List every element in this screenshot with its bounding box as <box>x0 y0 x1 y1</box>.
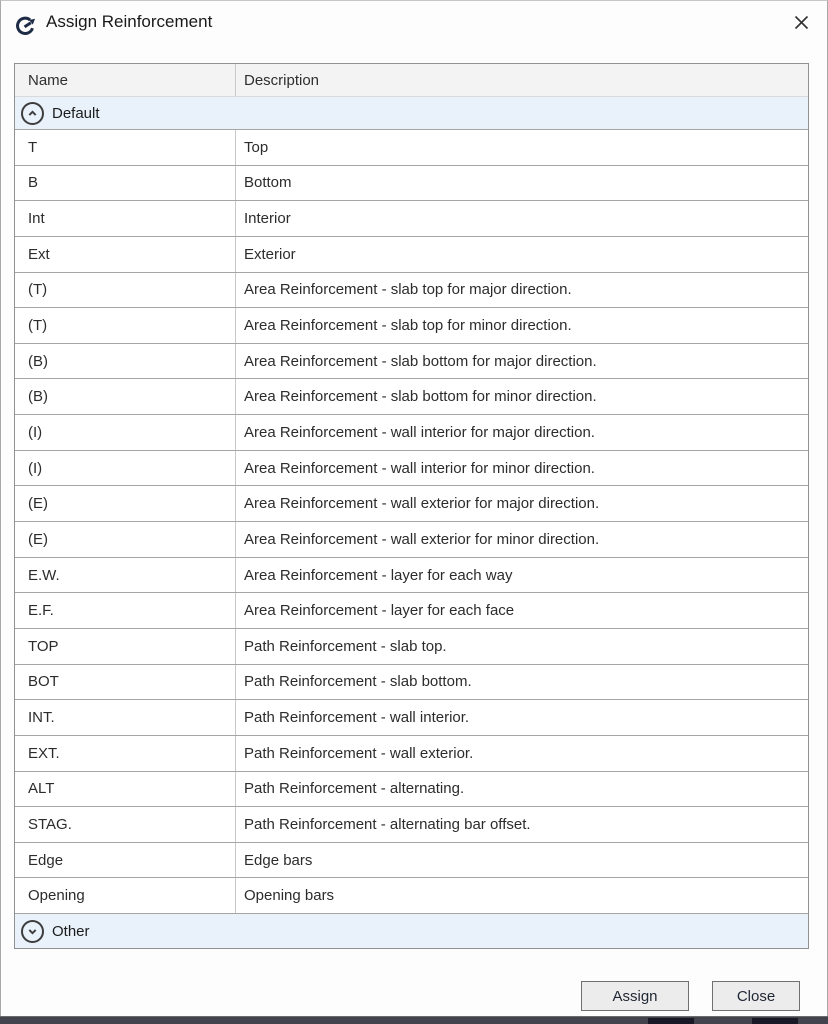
name-cell[interactable]: Ext <box>15 237 236 272</box>
name-cell[interactable]: Edge <box>15 843 236 878</box>
table-row[interactable] <box>15 772 808 808</box>
name-cell[interactable]: Int <box>15 201 236 236</box>
name-cell[interactable]: (I) <box>15 415 236 450</box>
description-cell[interactable]: Area Reinforcement - layer for each way <box>244 566 513 584</box>
background-behind-dialog <box>0 1016 828 1024</box>
description-cell[interactable]: Path Reinforcement - wall exterior. <box>244 744 474 762</box>
description-cell[interactable]: Path Reinforcement - alternating bar offset. <box>244 815 531 833</box>
name-cell[interactable]: TOP <box>15 629 236 664</box>
description-cell[interactable]: Area Reinforcement - layer for each face <box>244 602 515 620</box>
description-cell[interactable]: Edge bars <box>244 851 313 869</box>
description-cell[interactable]: Top <box>244 138 269 156</box>
group-row-default[interactable] <box>15 97 808 130</box>
table-row[interactable] <box>15 273 808 309</box>
description-cell[interactable]: Path Reinforcement - wall interior. <box>244 709 470 727</box>
description-cell[interactable]: Interior <box>244 210 291 228</box>
name-cell[interactable]: (I) <box>15 451 236 486</box>
table-row[interactable] <box>15 558 808 594</box>
collapse-icon[interactable] <box>21 102 44 125</box>
dialog-title: Assign Reinforcement <box>46 12 213 31</box>
table-row[interactable] <box>15 415 808 451</box>
table-row[interactable] <box>15 665 808 701</box>
table-row[interactable] <box>15 629 808 665</box>
column-header-description[interactable]: Description <box>244 71 320 89</box>
group-label: Default <box>52 104 100 122</box>
description-cell[interactable]: Path Reinforcement - slab top. <box>244 637 447 655</box>
description-cell[interactable]: Path Reinforcement - slab bottom. <box>244 673 472 691</box>
name-cell[interactable]: (E) <box>15 522 236 557</box>
table-row[interactable] <box>15 878 808 914</box>
table-row[interactable] <box>15 344 808 380</box>
footer-button-bar <box>581 981 800 1011</box>
table-row[interactable] <box>15 843 808 879</box>
group-label: Other <box>52 922 90 940</box>
description-cell[interactable]: Area Reinforcement - slab bottom for major direction. <box>244 352 597 370</box>
close-button[interactable]: Close <box>712 981 800 1011</box>
name-cell[interactable]: EXT. <box>15 736 236 771</box>
description-cell[interactable]: Path Reinforcement - alternating. <box>244 780 465 798</box>
close-icon <box>794 15 809 30</box>
name-cell[interactable]: STAG. <box>15 807 236 842</box>
assign-button[interactable]: Assign <box>581 981 689 1011</box>
name-cell[interactable]: ALT <box>15 772 236 807</box>
name-cell[interactable]: Opening <box>15 878 236 913</box>
group-row-other[interactable] <box>15 914 808 948</box>
column-header-name[interactable]: Name <box>15 64 236 96</box>
table-row[interactable] <box>15 130 808 166</box>
name-cell[interactable]: (B) <box>15 344 236 379</box>
description-cell[interactable]: Area Reinforcement - slab bottom for minor direction. <box>244 388 597 406</box>
name-cell[interactable]: (E) <box>15 486 236 521</box>
name-cell[interactable]: B <box>15 166 236 201</box>
table-row[interactable] <box>15 308 808 344</box>
description-cell[interactable]: Area Reinforcement - wall exterior for major direction. <box>244 495 600 513</box>
description-cell[interactable]: Exterior <box>244 245 296 263</box>
description-cell[interactable]: Bottom <box>244 174 292 192</box>
name-cell[interactable]: BOT <box>15 665 236 700</box>
table-row[interactable] <box>15 451 808 487</box>
table-body <box>15 97 808 948</box>
table-row[interactable] <box>15 201 808 237</box>
table-row[interactable] <box>15 166 808 202</box>
table-row[interactable] <box>15 593 808 629</box>
graitec-logo-icon <box>14 14 37 37</box>
description-cell[interactable]: Area Reinforcement - slab top for major direction. <box>244 281 572 299</box>
name-cell[interactable]: E.F. <box>15 593 236 628</box>
table-header-row <box>15 64 808 97</box>
table-row[interactable] <box>15 807 808 843</box>
titlebar <box>1 1 827 49</box>
name-cell[interactable]: T <box>15 130 236 165</box>
table-row[interactable] <box>15 700 808 736</box>
name-cell[interactable]: (B) <box>15 379 236 414</box>
name-cell[interactable]: E.W. <box>15 558 236 593</box>
expand-icon[interactable] <box>21 920 44 943</box>
name-cell[interactable]: (T) <box>15 273 236 308</box>
background-app-fragment <box>648 1018 694 1024</box>
table-row[interactable] <box>15 379 808 415</box>
name-cell[interactable]: (T) <box>15 308 236 343</box>
close-window-button[interactable] <box>783 7 819 37</box>
description-cell[interactable]: Area Reinforcement - wall exterior for minor direction. <box>244 530 600 548</box>
reinforcement-table <box>14 63 809 949</box>
description-cell[interactable]: Area Reinforcement - wall interior for major direction. <box>244 423 595 441</box>
table-row[interactable] <box>15 522 808 558</box>
table-row[interactable] <box>15 237 808 273</box>
name-cell[interactable]: INT. <box>15 700 236 735</box>
table-row[interactable] <box>15 486 808 522</box>
description-cell[interactable]: Area Reinforcement - wall interior for minor direction. <box>244 459 595 477</box>
table-row[interactable] <box>15 736 808 772</box>
background-app-fragment <box>752 1018 798 1024</box>
description-cell[interactable]: Area Reinforcement - slab top for minor direction. <box>244 317 572 335</box>
description-cell[interactable]: Opening bars <box>244 887 335 905</box>
